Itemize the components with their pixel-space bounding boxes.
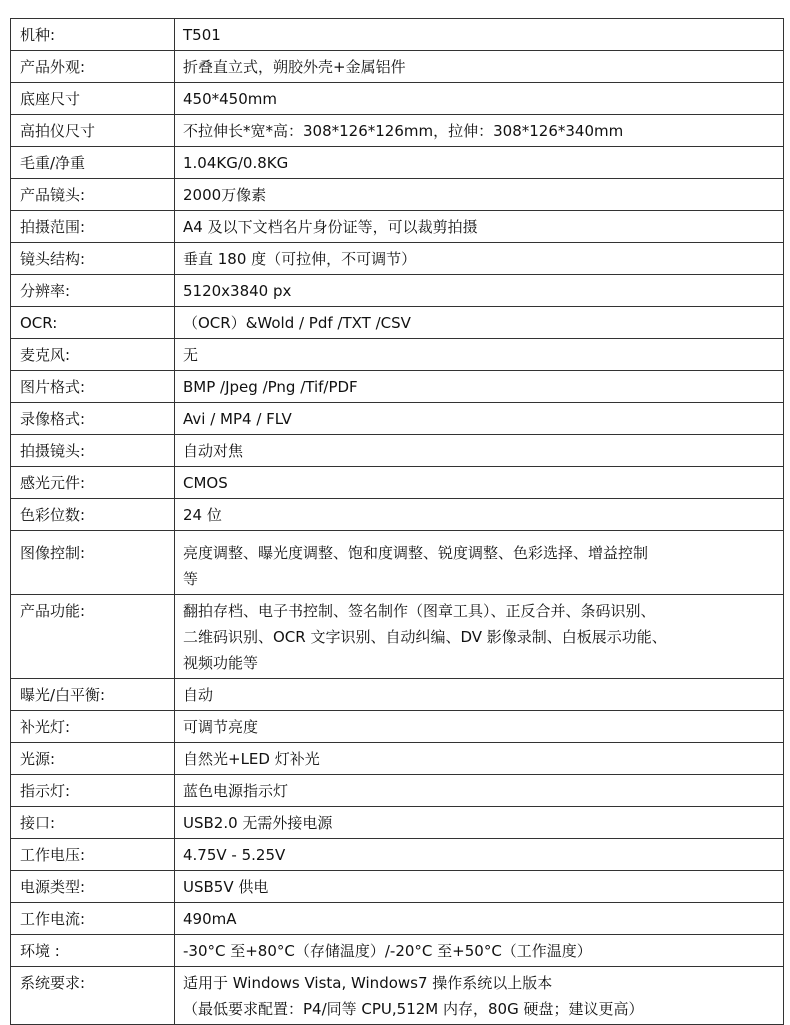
spec-row <box>11 499 784 531</box>
spec-value-line: 24 位 <box>183 506 222 524</box>
spec-value <box>175 467 784 499</box>
spec-value <box>175 595 784 679</box>
spec-value <box>175 19 784 51</box>
spec-row <box>11 435 784 467</box>
spec-label: 感光元件: <box>11 467 175 499</box>
spec-value <box>175 147 784 179</box>
spec-value-line: 自动对焦 <box>183 442 244 460</box>
spec-value-line: 等 <box>183 570 199 588</box>
spec-row <box>11 115 784 147</box>
spec-value-line: 翻拍存档、电子书控制、签名制作（图章工具）、正反合并、条码识别、 <box>183 602 656 620</box>
spec-label: 产品功能: <box>11 595 175 679</box>
spec-value <box>175 275 784 307</box>
spec-row <box>11 307 784 339</box>
spec-label: 光源: <box>11 743 175 775</box>
spec-label: OCR: <box>11 307 175 339</box>
spec-row <box>11 903 784 935</box>
spec-label: 电源类型: <box>11 871 175 903</box>
spec-value-line: BMP /Jpeg /Png /Tif/PDF <box>183 378 358 396</box>
spec-value-line: 亮度调整、曝光度调整、饱和度调整、锐度调整、色彩选择、增益控制 <box>183 544 649 562</box>
spec-row <box>11 871 784 903</box>
spec-value <box>175 871 784 903</box>
spec-table <box>10 18 784 1025</box>
spec-label: 机种: <box>11 19 175 51</box>
spec-value-line: -30°C 至+80°C（存储温度）/-20°C 至+50°C（工作温度） <box>183 942 592 960</box>
spec-value <box>175 935 784 967</box>
spec-label: 指示灯: <box>11 775 175 807</box>
spec-row <box>11 743 784 775</box>
spec-value <box>175 435 784 467</box>
spec-label: 图像控制: <box>11 531 175 595</box>
spec-value-line: 视频功能等 <box>183 654 259 672</box>
spec-label: 接口: <box>11 807 175 839</box>
spec-label: 补光灯: <box>11 711 175 743</box>
spec-row <box>11 275 784 307</box>
spec-value <box>175 371 784 403</box>
spec-row <box>11 83 784 115</box>
spec-label: 工作电压: <box>11 839 175 871</box>
spec-row <box>11 19 784 51</box>
spec-row <box>11 211 784 243</box>
spec-value <box>175 211 784 243</box>
spec-row <box>11 179 784 211</box>
spec-label: 曝光/白平衡: <box>11 679 175 711</box>
spec-value <box>175 807 784 839</box>
spec-value-line: 蓝色电源指示灯 <box>183 782 289 800</box>
spec-label: 底座尺寸 <box>11 83 175 115</box>
spec-value <box>175 775 784 807</box>
spec-value-line: A4 及以下文档名片身份证等，可以裁剪拍摄 <box>183 218 478 236</box>
spec-value-line: （OCR）&Wold / Pdf /TXT /CSV <box>183 314 411 332</box>
spec-row <box>11 147 784 179</box>
spec-value <box>175 839 784 871</box>
spec-value-line: 2000万像素 <box>183 186 267 204</box>
spec-value <box>175 83 784 115</box>
spec-value-line: 自动 <box>183 686 214 704</box>
spec-value-line: 适用于 Windows Vista, Windows7 操作系统以上版本 <box>183 974 553 992</box>
spec-value-line: 4.75V - 5.25V <box>183 846 286 864</box>
spec-value-line: USB5V 供电 <box>183 878 269 896</box>
spec-label: 工作电流: <box>11 903 175 935</box>
spec-value <box>175 743 784 775</box>
spec-value-line: Avi / MP4 / FLV <box>183 410 292 428</box>
spec-value-line: T501 <box>183 26 221 44</box>
spec-value <box>175 531 784 595</box>
spec-label: 色彩位数: <box>11 499 175 531</box>
spec-value <box>175 499 784 531</box>
spec-value <box>175 307 784 339</box>
spec-label: 高拍仪尺寸 <box>11 115 175 147</box>
spec-value-line: 二维码识别、OCR 文字识别、自动纠编、DV 影像录制、白板展示功能、 <box>183 628 667 646</box>
spec-label: 录像格式: <box>11 403 175 435</box>
spec-value <box>175 243 784 275</box>
spec-value <box>175 339 784 371</box>
spec-value-line: 1.04KG/0.8KG <box>183 154 289 172</box>
spec-value <box>175 179 784 211</box>
spec-label: 麦克风: <box>11 339 175 371</box>
spec-value-line: 可调节亮度 <box>183 718 259 736</box>
spec-value <box>175 679 784 711</box>
spec-value <box>175 711 784 743</box>
spec-row <box>11 935 784 967</box>
spec-value <box>175 51 784 83</box>
spec-value-line: 不拉伸长*宽*高：308*126*126mm，拉伸：308*126*340mm <box>183 122 624 140</box>
spec-label: 毛重/净重 <box>11 147 175 179</box>
spec-table-body <box>11 19 784 1025</box>
spec-row <box>11 403 784 435</box>
spec-value-line: （最低要求配置：P4/同等 CPU,512M 内存，80G 硬盘；建议更高） <box>183 1000 644 1018</box>
spec-label: 图片格式: <box>11 371 175 403</box>
spec-value <box>175 967 784 1025</box>
spec-value-line: 490mA <box>183 910 237 928</box>
spec-row <box>11 339 784 371</box>
spec-value <box>175 115 784 147</box>
spec-label: 镜头结构: <box>11 243 175 275</box>
spec-row <box>11 51 784 83</box>
spec-row <box>11 595 784 679</box>
spec-value-line: 450*450mm <box>183 90 277 108</box>
spec-value-line: USB2.0 无需外接电源 <box>183 814 333 832</box>
spec-label: 系统要求: <box>11 967 175 1025</box>
spec-label: 产品镜头: <box>11 179 175 211</box>
spec-row <box>11 711 784 743</box>
spec-row <box>11 531 784 595</box>
spec-value-line: CMOS <box>183 474 228 492</box>
spec-value <box>175 903 784 935</box>
spec-label: 拍摄范围: <box>11 211 175 243</box>
spec-value <box>175 403 784 435</box>
spec-value-line: 5120x3840 px <box>183 282 292 300</box>
spec-row <box>11 467 784 499</box>
spec-value-line: 自然光+LED 灯补光 <box>183 750 320 768</box>
spec-row <box>11 679 784 711</box>
spec-row <box>11 807 784 839</box>
spec-row <box>11 243 784 275</box>
spec-value-line: 折叠直立式，朔胶外壳+金属铝件 <box>183 58 406 76</box>
spec-value-line: 无 <box>183 346 199 364</box>
spec-row <box>11 371 784 403</box>
spec-row <box>11 839 784 871</box>
spec-label: 拍摄镜头: <box>11 435 175 467</box>
spec-row <box>11 967 784 1025</box>
spec-row <box>11 775 784 807</box>
spec-label: 环境 : <box>11 935 175 967</box>
spec-value-line: 垂直 180 度（可拉伸，不可调节） <box>183 250 417 268</box>
spec-label: 产品外观: <box>11 51 175 83</box>
spec-label: 分辨率: <box>11 275 175 307</box>
